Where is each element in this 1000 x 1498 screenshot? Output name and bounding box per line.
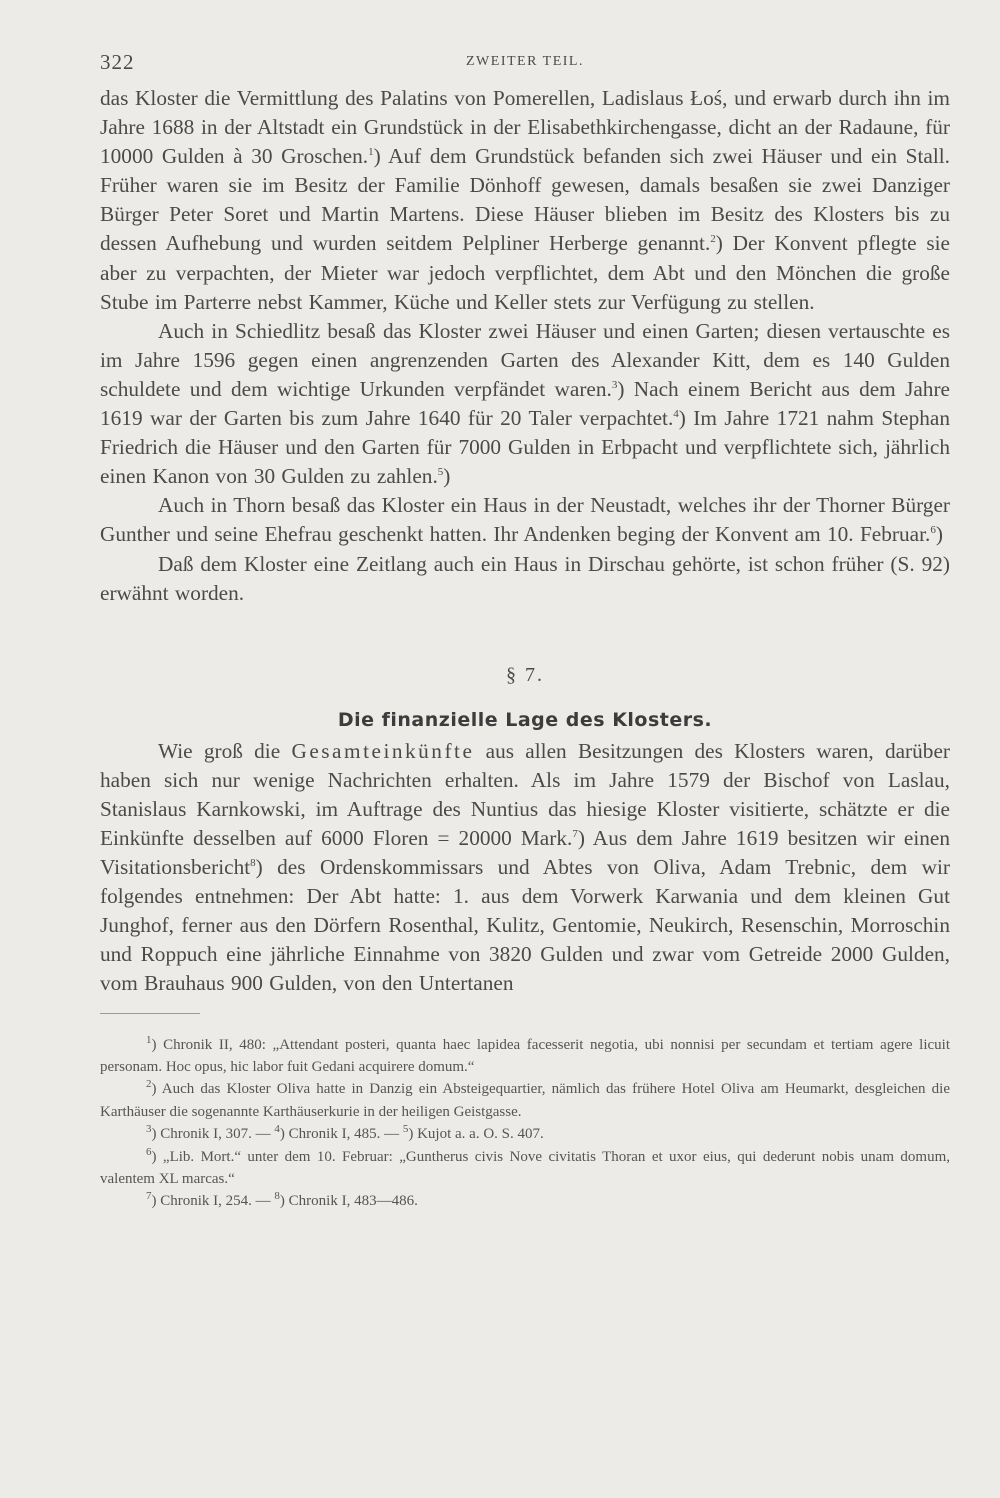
footnote-number: 2 [146, 1078, 152, 1091]
footnote-paren: ) [935, 522, 943, 547]
paragraph-text: Im Jahre 1721 nahm Stephan Friedrich die Häuser und den Garten für 7000 Gulden in Erbpacht und verpflichtete sich, jährlich einen Kanon von 30 Gulden zu zahlen. [100, 406, 950, 489]
footnote-2 [100, 1078, 950, 1123]
footnote-text: Auch das Kloster Oliva hatte in Danzig ein Absteigequartier, nämlich das frühere Hotel Oliva am Heumarkt, desgleichen die Karthäuser die sogenannte Karthäuserkurie in der heiligen Geistgasse. [100, 1081, 950, 1120]
footnote-text: Kujot a. a. O. S. 407. [413, 1126, 544, 1143]
footnote-reference: 2 [710, 233, 716, 246]
footnote-reference: 1 [368, 146, 374, 159]
paragraph-text: aus allen Besitzungen des Klosters waren, darüber haben sich nur wenige Nachrichten erhalten. Als im Jahre 1579 der Bischof von Laslau, Stanislaus Karnkowski, im Auftrage des Nuntius das hiesige Kloster visitierte, schätzte er die Einkünfte desselben auf 6000 Floren = 20000 Mark. [100, 738, 950, 850]
paragraph-schiedlitz [100, 317, 950, 492]
paragraph-text: Auch in Schiedlitz besaß das Kloster zwei Häuser und einen Garten; diesen vertauschte es im Jahre 1596 gegen einen angrenzenden Garten des Alexander Kitt, dem es 140 Gulden schuldete und dem wichtige Urkunden verpfändet waren. [100, 318, 950, 401]
footnote-number: 8 [274, 1190, 280, 1203]
footnote-number: 3 [146, 1123, 152, 1136]
footnote-divider [100, 1013, 200, 1014]
footnote-text: Chronik I, 254. — [156, 1193, 275, 1210]
spaced-emphasis: Gesamteinkünfte [291, 738, 475, 763]
paragraph-finances [100, 737, 950, 999]
section-number: § 7. [506, 663, 544, 686]
footnote-paren: ) [151, 1126, 157, 1143]
footnote-paren: ) [279, 1126, 285, 1143]
footnote-7-8 [100, 1190, 950, 1212]
footnote-1 [100, 1034, 950, 1079]
page-number: 322 [100, 50, 135, 74]
footnote-text: „Lib. Mort.“ unter dem 10. Februar: „Guntherus civis Nove civitatis Thoran et uxor eius, qui dederunt nobis unam domum, valentem XL marcas.“ [100, 1148, 950, 1187]
running-title: ZWEITER TEIL. [466, 54, 584, 69]
footnote-paren: ) [408, 1126, 414, 1143]
footnote-paren: ) [678, 406, 686, 431]
footnote-reference: 6 [930, 524, 936, 537]
footnote-paren: ) [255, 855, 263, 880]
paragraph-text: Nach einem Bericht aus dem Jahre 1619 war der Garten bis zum Jahre 1640 für 20 Taler verpachtet. [100, 376, 951, 431]
book-page [100, 48, 950, 1468]
footnote-paren: ) [151, 1036, 157, 1053]
page-header [100, 48, 950, 84]
footnote-text: Chronik I, 307. — [156, 1126, 275, 1143]
footnote-reference: 4 [673, 407, 679, 420]
paragraph-text: Der Konvent pflegte sie aber zu verpachten, der Mieter war jedoch verpflichtet, dem Abt und den Mönchen die große Stube im Parterre nebst Kammer, Küche und Keller stets zur Verfügung zu stellen. [100, 231, 950, 314]
paragraph-dirschau [100, 550, 950, 608]
footnote-text: Chronik II, 480: „Attendant posteri, quanta haec lapidea facesserit negotia, ubi nonnisi per secundam et tertiam agere licuit personam. Hoc opus, hic labor fuit Gedani acquirere domum.“ [100, 1036, 950, 1075]
footnote-paren: ) [617, 376, 625, 401]
footnote-number: 6 [146, 1145, 152, 1158]
footnote-paren: ) [151, 1148, 157, 1165]
footnote-number: 7 [146, 1190, 152, 1203]
footnote-6 [100, 1146, 950, 1191]
paragraph-text: Aus dem Jahre 1619 besitzen wir einen Visitationsbericht [100, 825, 950, 880]
footnote-3-5 [100, 1123, 950, 1145]
footnote-paren: ) [715, 231, 723, 256]
paragraph-text: das Kloster die Vermittlung des Palatins von Pomerellen, Ladislaus Łoś, und erwarb durch ihn im Jahre 1688 in der Altstadt ein Grundstück in der Elisabethkirchengasse, dicht an der Radaune, für 10000 Gulden à 30 Groschen. [100, 86, 950, 169]
paragraph-thorn [100, 491, 950, 549]
footnote-paren: ) [443, 464, 451, 489]
footnote-reference: 7 [572, 827, 578, 840]
footnote-paren: ) [577, 825, 585, 850]
paragraph-text: des Ordenskommissars und Abtes von Oliva, Adam Trebnic, dem wir folgendes entnehmen: Der Abt hatte: 1. aus dem Vorwerk Karwania und dem kleinen Gut Junghof, ferner aus den Dörfern Rosenthal, Kulitz, Gentomie, Neukirch, Resenschin, Morroschin und Roppuch eine jährliche Einnahme von 3820 Gulden und zwar vom Getreide 2000 Gulden, vom Brauhaus 900 Gulden, von den Untertanen [100, 855, 950, 996]
paragraph-text: Auch in Thorn besaß das Kloster ein Haus in der Neustadt, welches ihr der Thorner Bürger Gunther und seine Ehefrau geschenkt hatten. Ihr Andenken beging der Konvent am 10. Februar. [100, 493, 950, 547]
footnote-number: 5 [402, 1123, 409, 1136]
footnote-text: Chronik I, 483—486. [284, 1193, 418, 1210]
paragraph-text: Auf dem Grundstück befanden sich zwei Häuser und ein Stall. Früher waren sie im Besitz der Familie Dönhoff gewesen, damals besaßen sie zwei Danziger Bürger Peter Soret und Martin Martens. Diese Häuser blieben im Besitz des Klosters bis zu dessen Aufhebung und wurden seitdem Pelpliner Herberge genannt. [100, 144, 950, 256]
footnote-paren: ) [151, 1193, 157, 1210]
footnote-paren: ) [373, 144, 381, 169]
paragraph-danzig-house [100, 84, 950, 317]
footnote-paren: ) [279, 1193, 285, 1210]
paragraph-text: Wie groß die [158, 738, 292, 763]
footnote-paren: ) [151, 1081, 157, 1098]
footnote-reference: 5 [437, 466, 444, 479]
footnote-reference: 3 [611, 378, 618, 391]
footnote-text: Chronik I, 485. — [284, 1126, 403, 1143]
section-title: Die finanzielle Lage des Klosters. [337, 708, 713, 731]
footnote-reference: 8 [250, 856, 256, 869]
paragraph-text: Daß dem Kloster eine Zeitlang auch ein Haus in Dirschau gehörte, ist schon früher (S. 92) erwähnt worden. [100, 551, 950, 605]
footnote-number: 1 [146, 1033, 152, 1046]
footnote-number: 4 [274, 1123, 280, 1136]
